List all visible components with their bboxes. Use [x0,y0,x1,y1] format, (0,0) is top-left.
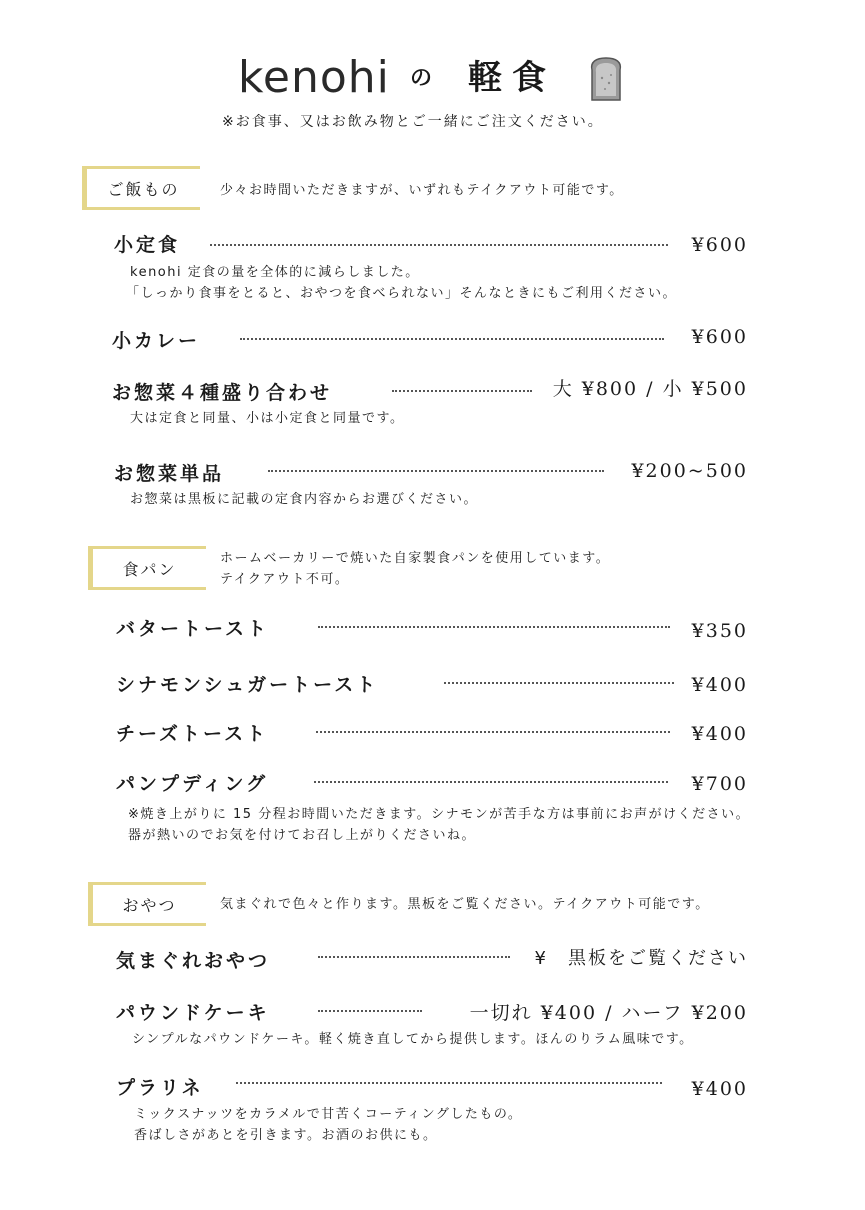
menu-item-desc: シンプルなパウンドケーキ。軽く焼き直してから提供します。ほんのりラム風味です。 [132,1032,694,1047]
dot-leader [318,626,670,628]
section-note-bread: テイクアウト不可。 [220,572,350,587]
menu-item-desc: 「しっかり食事をとると、おやつを食べられない」そんなときにもご利用ください。 [126,286,678,301]
menu-item-name: 気まぐれおやつ [116,950,271,972]
bread-slice-icon [588,56,624,102]
menu-item-name: お惣菜単品 [114,463,225,485]
menu-item-name: プラリネ [116,1077,204,1099]
menu-item-name: 小定食 [114,234,181,256]
menu-item-price: ¥ 黒板をご覧ください [534,948,748,969]
menu-item-name: チーズトースト [116,723,269,745]
section-tag-bread: 食パン [88,546,206,590]
menu-item-price: ¥200~500 [631,460,748,482]
menu-item-price: ¥400 [691,1078,748,1100]
section-tag-rice: ご飯もの [82,166,200,210]
dot-leader [318,956,510,958]
menu-item-desc: 香ばしさがあとを引きます。お酒のお供にも。 [134,1128,438,1143]
menu-item-price: ¥600 [691,234,748,256]
brand-name: kenohi [238,52,390,103]
menu-item-desc: 器が熱いのでお気を付けてお召し上がりくださいね。 [128,828,477,843]
menu-item-desc: お惣菜は黒板に記載の定食内容からお選びください。 [130,492,479,507]
menu-item-price: 大 ¥800 / 小 ¥500 [552,378,748,400]
dot-leader [444,682,674,684]
dot-leader [236,1082,662,1084]
section-note-bread: ホームベーカリーで焼いた自家製食パンを使用しています。 [220,551,611,566]
page-title: 軽食 [468,58,556,98]
dot-leader [268,470,604,472]
menu-item-name: パンプディング [116,773,269,795]
menu-item-desc: kenohi 定食の量を全体的に減らしました。 [130,265,420,280]
menu-item-price: ¥400 [691,723,748,745]
menu-item-desc: ※焼き上がりに 15 分程お時間いただきます。シナモンが苦手な方は事前にお声がけください。 [128,807,751,822]
section-note-snack: 気まぐれで色々と作ります。黒板をご覧ください。テイクアウト可能です。 [220,897,710,912]
dot-leader [316,731,670,733]
menu-item-price: ¥400 [691,674,748,696]
menu-item-name: バタートースト [116,618,270,640]
menu-item-price: ¥350 [691,620,748,642]
section-note-rice: 少々お時間いただきますが、いずれもテイクアウト可能です。 [220,183,624,198]
menu-item-desc: 大は定食と同量、小は小定食と同量です。 [130,411,405,426]
menu-item-name: 小カレー [112,330,201,352]
section-tag-snack: おやつ [88,882,206,926]
menu-item-price: ¥600 [691,326,748,348]
dot-leader [314,781,668,783]
dot-leader [210,244,668,246]
menu-item-price: ¥700 [691,773,748,795]
dot-leader [240,338,664,340]
order-note: ※お食事、又はお飲み物とご一緒にご注文ください。 [222,114,604,130]
dot-leader [392,390,532,392]
menu-item-desc: ミックスナッツをカラメルで甘苦くコーティングしたもの。 [134,1107,523,1122]
menu-item-name: パウンドケーキ [116,1002,270,1024]
dot-leader [318,1010,422,1012]
title-particle: の [410,66,433,91]
menu-item-price: 一切れ ¥400 / ハーフ ¥200 [469,1002,748,1024]
menu-item-name: シナモンシュガートースト [116,674,379,696]
menu-item-name: お惣菜４種盛り合わせ [112,382,333,404]
